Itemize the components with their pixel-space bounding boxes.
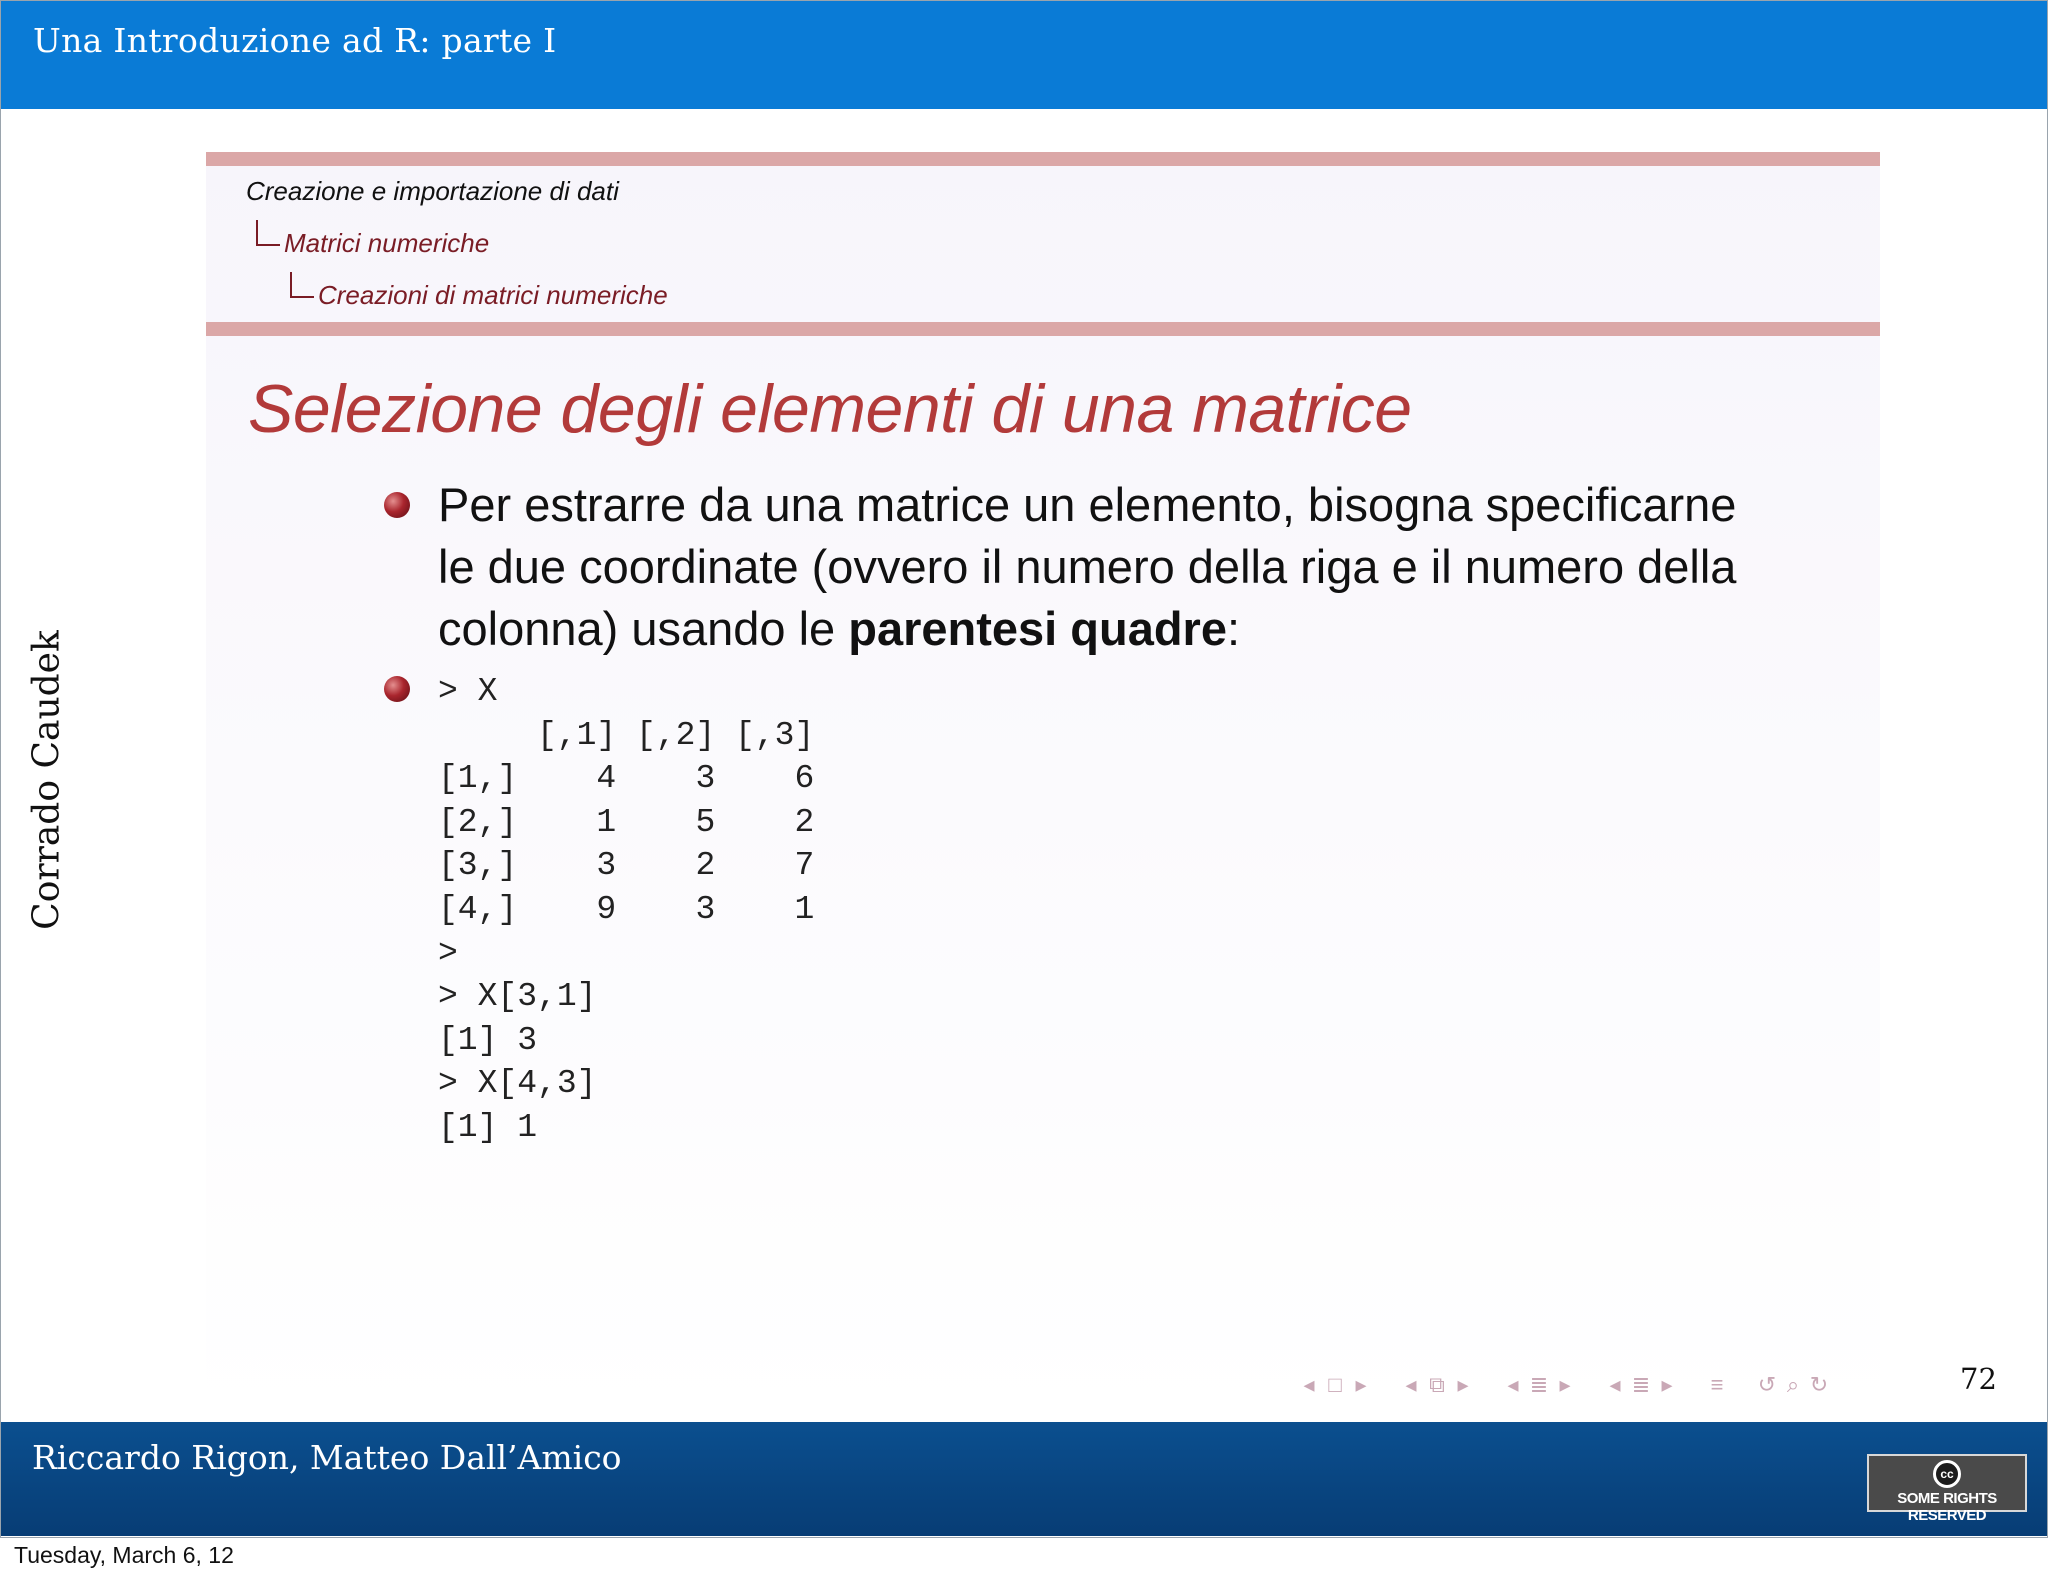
subsection-icon[interactable]: ⧉ (1429, 1372, 1445, 1397)
tree-connector-icon (290, 272, 314, 298)
top-rule (206, 152, 1880, 166)
breadcrumb-subsubsection: Creazioni di matrici numeriche (318, 280, 668, 310)
cc-license-text: SOME RIGHTS RESERVED (1897, 1490, 1997, 1524)
forward-icon[interactable]: ↻ (1809, 1372, 1829, 1397)
bullet-icon (384, 492, 410, 518)
nav-left-icon[interactable]: ◂ (1303, 1372, 1315, 1397)
breadcrumb-subsection: Matrici numeriche (284, 228, 490, 258)
nav-right-icon[interactable]: ▸ (1457, 1372, 1469, 1397)
nav-right-icon[interactable]: ▸ (1661, 1372, 1673, 1397)
header-bar (1, 1, 2047, 109)
bullet-text-bold: parentesi quadre (848, 602, 1227, 655)
cc-icon: cc (1933, 1460, 1961, 1488)
align-icon[interactable]: ≡ (1710, 1372, 1724, 1397)
subsection-list-icon[interactable]: ≣ (1631, 1372, 1651, 1397)
nav-left-icon[interactable]: ◂ (1507, 1372, 1519, 1397)
slide-content (206, 152, 1880, 1420)
bullet-icon (384, 676, 410, 702)
footer-bar (1, 1422, 2047, 1536)
presentation-title: Una Introduzione ad R: parte I (33, 21, 557, 60)
code-block: > X [,1] [,2] [,3] [1,] 4 3 6 [2,] 1 5 2 [3,] 3 2 7 [4,] 9 3 1 > > X[3,1] [1] 3 > X[4,3] [1] 1 (438, 673, 815, 1146)
cc-license-badge[interactable] (1867, 1454, 2027, 1524)
navigation-controls (1296, 1370, 1856, 1400)
section-icon[interactable]: ≣ (1529, 1372, 1549, 1397)
nav-left-icon[interactable]: ◂ (1609, 1372, 1621, 1397)
back-icon[interactable]: ↺ (1757, 1372, 1777, 1397)
bullet-text (438, 474, 1778, 660)
frame-icon[interactable]: □ (1328, 1372, 1342, 1397)
nav-right-icon[interactable]: ▸ (1355, 1372, 1367, 1397)
page-number: 72 (1960, 1362, 1997, 1396)
bullet-text-after: : (1226, 602, 1241, 655)
nav-left-icon[interactable]: ◂ (1405, 1372, 1417, 1397)
bottom-rule (206, 322, 1880, 336)
breadcrumb-section: Creazione e importazione di dati (246, 176, 619, 206)
nav-right-icon[interactable]: ▸ (1559, 1372, 1571, 1397)
sidebar-author: Corrado Caudek (26, 630, 68, 930)
bullet-text-before: Per estrarre da una matrice un elemento, bisogna specificarne le due coordinate (ovvero il numero della riga e il numero della colonna) usando le (438, 478, 1737, 655)
slide-title: Selezione degli elementi di una matrice (248, 371, 1412, 447)
tree-connector-icon (256, 220, 280, 246)
date-footer: Tuesday, March 6, 12 (14, 1542, 234, 1568)
search-icon[interactable]: ⌕ (1786, 1372, 1800, 1397)
footer-authors: Riccardo Rigon, Matteo Dall’Amico (32, 1438, 622, 1477)
